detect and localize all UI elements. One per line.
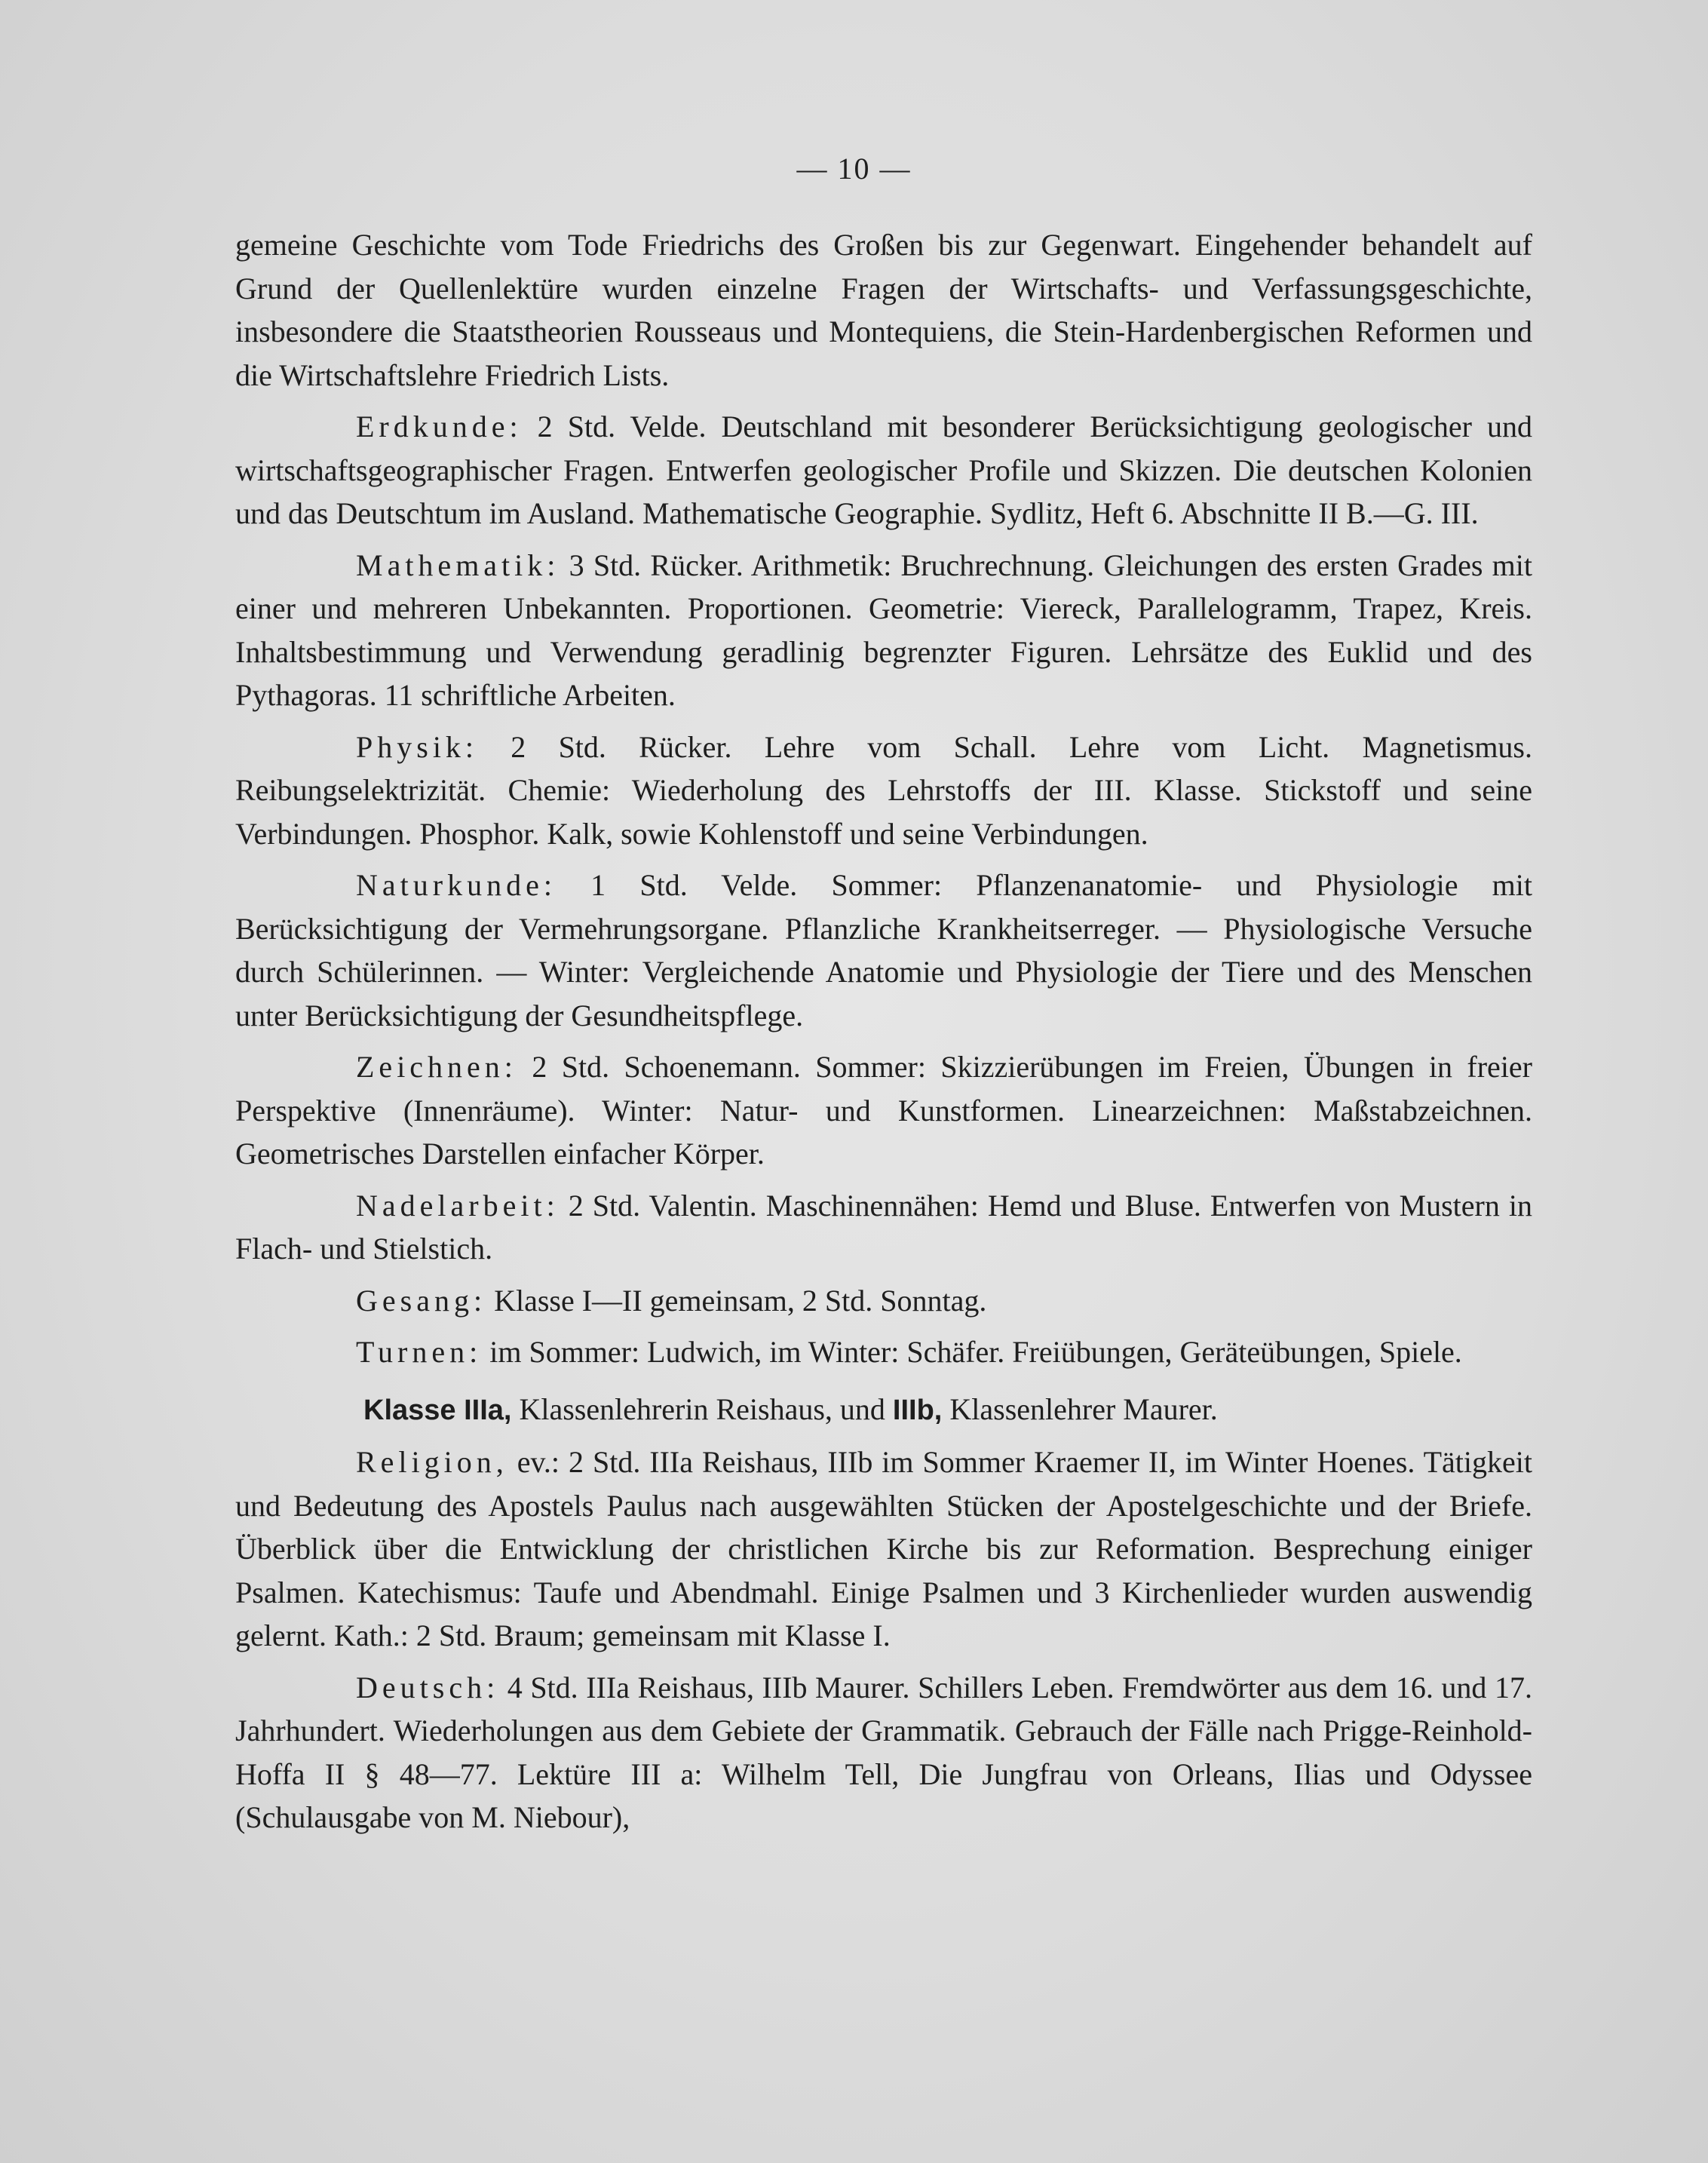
paragraph-geschichte-continued: gemeine Geschichte vom Tode Friedrichs des Großen bis zur Gegenwart. Eingehender behandelt auf Grund der Quellenlektüre wurden einzelne Fragen der Wirtschafts- und Verfassungsgeschichte, insbesondere die Staatstheorien Rousseaus und Montequiens, die Stein-Hardenbergischen Reformen und die Wirtschaftslehre Friedrich Lists.: [235, 228, 1532, 392]
paragraph-religion: [235, 1440, 1532, 1658]
subject-text-zeichnen: 2 Std. Schoenemann. Sommer: Skizzierübungen im Freien, Übungen in freier Perspektive (Innenräume). Winter: Natur- und Kunstformen. Linearzeichnen: Maßstabzeichnen. Geometrisches Darstellen einfacher Körper.: [235, 1050, 1532, 1170]
paragraph-naturkunde: [235, 864, 1532, 1037]
paragraph-erdkunde: [235, 405, 1532, 535]
subject-text-turnen: im Sommer: Ludwich, im Winter: Schäfer. Freiübungen, Geräteübungen, Spiele.: [482, 1335, 1462, 1369]
paragraph-zeichnen: [235, 1045, 1532, 1176]
subject-text-erdkunde: 2 Std. Velde. Deutschland mit besonderer Berücksichtigung geologischer und wirtschaftsgeographischer Fragen. Entwerfen geologischer Profile und Skizzen. Die deutschen Kolonien und das Deutschtum im Ausland. Mathematische Geographie. Sydlitz, Heft 6. Abschnitte II B.—G. III.: [235, 410, 1532, 530]
subject-label-zeichnen: Zeichnen:: [356, 1050, 517, 1084]
paragraph-deutsch: [235, 1666, 1532, 1839]
subject-text-physik: 2 Std. Rücker. Lehre vom Schall. Lehre vom Licht. Magnetismus. Reibungselektrizität. Chemie: Wiederholung des Lehrstoffs der III. Klasse. Stickstoff und seine Verbindungen. Phosphor. Kalk, sowie Kohlenstoff und seine Verbindungen.: [235, 729, 1532, 851]
subject-label-erdkunde: Erdkunde:: [356, 410, 523, 443]
subject-text-nadelarbeit: 2 Std. Valentin. Maschinennähen: Hemd und Bluse. Entwerfen von Mustern in Flach- und Stielstich.: [235, 1188, 1532, 1266]
subject-text-naturkunde: 1 Std. Velde. Sommer: Pflanzenanatomie- und Physiologie mit Berücksichtigung der Vermehrungsorgane. Pflanzliche Krankheitserreger. — Physiologische Versuche durch Schülerinnen. — Winter: Vergleichende Anatomie und Physiologie der Tiere und des Menschen unter Berücksichtigung der Gesundheitspflege.: [235, 868, 1532, 1032]
class-heading-iiia: Klasse IIIa,: [363, 1394, 512, 1426]
subject-label-religion: Religion,: [356, 1445, 508, 1479]
class-heading: [235, 1388, 1532, 1433]
subject-label-physik: Physik:: [356, 729, 479, 764]
class-heading-iiia-teacher: Klassenlehrerin Reishaus, und: [511, 1391, 893, 1426]
paragraph-physik: [235, 726, 1532, 856]
subject-text-gesang: Klasse I—II gemeinsam, 2 Std. Sonntag.: [486, 1283, 987, 1318]
subject-text-religion: ev.: 2 Std. IIIa Reishaus, IIIb im Sommer Kraemer II, im Winter Hoenes. Tätigkeit und Bedeutung des Apostels Paulus nach ausgewählten Stücken der Apostelgeschichte und der Briefe. Überblick über die Entwicklung der christlichen Kirche bis zur Reformation. Besprechung einiger Psalmen. Katechismus: Taufe und Abendmahl. Einige Psalmen und 3 Kirchenlieder wurden auswendig gelernt. Kath.: 2 Std. Braum; gemeinsam mit Klasse I.: [235, 1445, 1532, 1652]
subject-text-mathematik: 3 Std. Rücker. Arithmetik: Bruchrechnung. Gleichungen des ersten Grades mit einer und mehreren Unbekannten. Proportionen. Geometrie: Viereck, Parallelogramm, Trapez, Kreis. Inhaltsbestimmung und Verwendung geradlinig begrenzter Figuren. Lehrsätze des Euklid und des Pythagoras. 11 schriftliche Arbeiten.: [235, 548, 1532, 712]
paragraph-mathematik: [235, 544, 1532, 717]
paragraph-gesang: [235, 1279, 1532, 1323]
page-number: — 10 —: [796, 152, 912, 186]
subject-text-deutsch: 4 Std. IIIa Reishaus, IIIb Maurer. Schillers Leben. Fremdwörter aus dem 16. und 17. Jahrhundert. Wiederholungen aus dem Gebiete der Grammatik. Gebrauch der Fälle nach Prigge-Reinhold-Hoffa II § 48—77. Lektüre III a: Wilhelm Tell, Die Jungfrau von Orleans, Ilias und Odyssee (Schulausgabe von M. Niebour),: [235, 1670, 1532, 1834]
subject-label-turnen: Turnen:: [356, 1335, 483, 1369]
subject-label-naturkunde: Naturkunde:: [356, 868, 557, 902]
paragraph-nadelarbeit: [235, 1184, 1532, 1271]
body-text: [235, 223, 1532, 1848]
class-heading-iiib-teacher: Klassenlehrer Maurer.: [942, 1391, 1218, 1426]
paragraph-turnen: [235, 1330, 1532, 1374]
class-heading-iiib: IIIb,: [892, 1394, 943, 1426]
subject-label-nadelarbeit: Nadelarbeit:: [356, 1188, 560, 1223]
subject-label-gesang: Gesang:: [356, 1283, 487, 1318]
subject-label-deutsch: Deutsch:: [356, 1670, 500, 1704]
subject-label-mathematik: Mathematik:: [356, 548, 560, 582]
